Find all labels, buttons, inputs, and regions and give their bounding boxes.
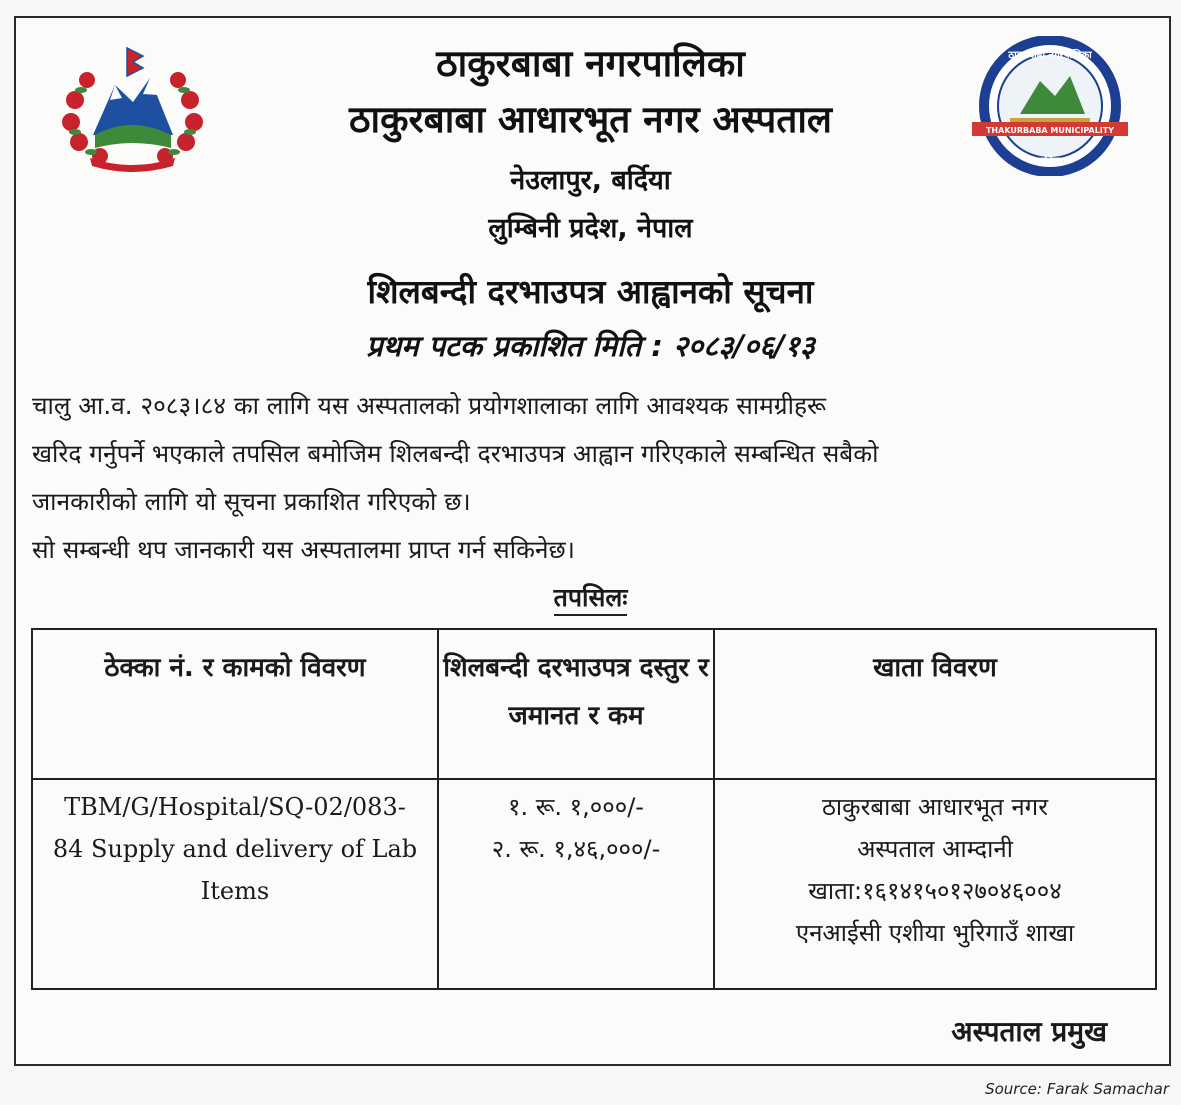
- fee-line-1: १. रू. १,०००/-: [508, 793, 644, 821]
- table-row: [32, 779, 1156, 989]
- table-caption-text: तपसिलः: [554, 583, 628, 616]
- account-line-4: एनआईसी एशीया भुरिगाउँ शाखा: [795, 919, 1075, 947]
- publish-date: प्रथम पटक प्रकाशित मिति : २०८३/०६/१३: [366, 329, 815, 363]
- source-credit: Source: Farak Samachar: [985, 1080, 1169, 1098]
- municipality-name: ठाकुरबाबा नगरपालिका: [436, 42, 745, 85]
- table-header-row: [32, 629, 1156, 779]
- header-contract: ठेक्का नं. र कामको विवरण: [32, 629, 438, 779]
- account-line-2: अस्पताल आम्दानी: [857, 835, 1013, 863]
- signature: अस्पताल प्रमुख: [951, 1015, 1107, 1048]
- address-line-2: लुम्बिनी प्रदेश, नेपाल: [488, 213, 693, 244]
- table-caption: [0, 580, 1181, 614]
- seal-band-text: THAKURBABA MUNICIPALITY: [985, 126, 1115, 135]
- contract-line-3: Items: [200, 877, 270, 905]
- contract-line-2: 84 Supply and delivery of Lab: [52, 835, 418, 863]
- contract-line-1: TBM/G/Hospital/SQ-02/083-: [64, 793, 406, 821]
- body-line-3: जानकारीको लागि यो सूचना प्रकाशित गरिएको छ।: [32, 487, 471, 516]
- fee-cell: [438, 779, 714, 989]
- hospital-name: ठाकुरबाबा आधारभूत नगर अस्पताल: [348, 98, 832, 141]
- account-cell: [714, 779, 1156, 989]
- account-line-1: ठाकुरबाबा आधारभूत नगर: [821, 793, 1049, 821]
- contract-cell: [32, 779, 438, 989]
- body-line-1: चालु आ.व. २०८३।८४ का लागि यस अस्पतालको प्रयोगशालाका लागि आवश्यक सामग्रीहरू: [32, 391, 827, 420]
- fee-line-2: २. रू. १,४६,०००/-: [491, 835, 661, 863]
- seal-bottom-text: बर्दिया: [1039, 156, 1061, 167]
- address-line-1: नेउलापुर, बर्दिया: [510, 165, 671, 196]
- header-fee: शिलबन्दी दरभाउपत्र दस्तुर र जमानत र कम: [438, 629, 714, 779]
- tender-table: [31, 628, 1157, 990]
- notice-title: शिलबन्दी दरभाउपत्र आह्वानको सूचना: [367, 272, 814, 311]
- seal-top-text: ठाकुरबाबा नगरपालिका: [1008, 50, 1092, 61]
- header-account: खाता विवरण: [714, 629, 1156, 779]
- account-line-3: खाता:१६१४१५०१२७०४६००४: [808, 877, 1062, 905]
- body-line-4: सो सम्बन्धी थप जानकारी यस अस्पतालमा प्राप्त गर्न सकिनेछ।: [32, 535, 575, 564]
- body-line-2: खरिद गर्नुपर्ने भएकाले तपसिल बमोजिम शिलबन्दी दरभाउपत्र आह्वान गरिएकाले सम्बन्धित सबैको: [32, 439, 879, 468]
